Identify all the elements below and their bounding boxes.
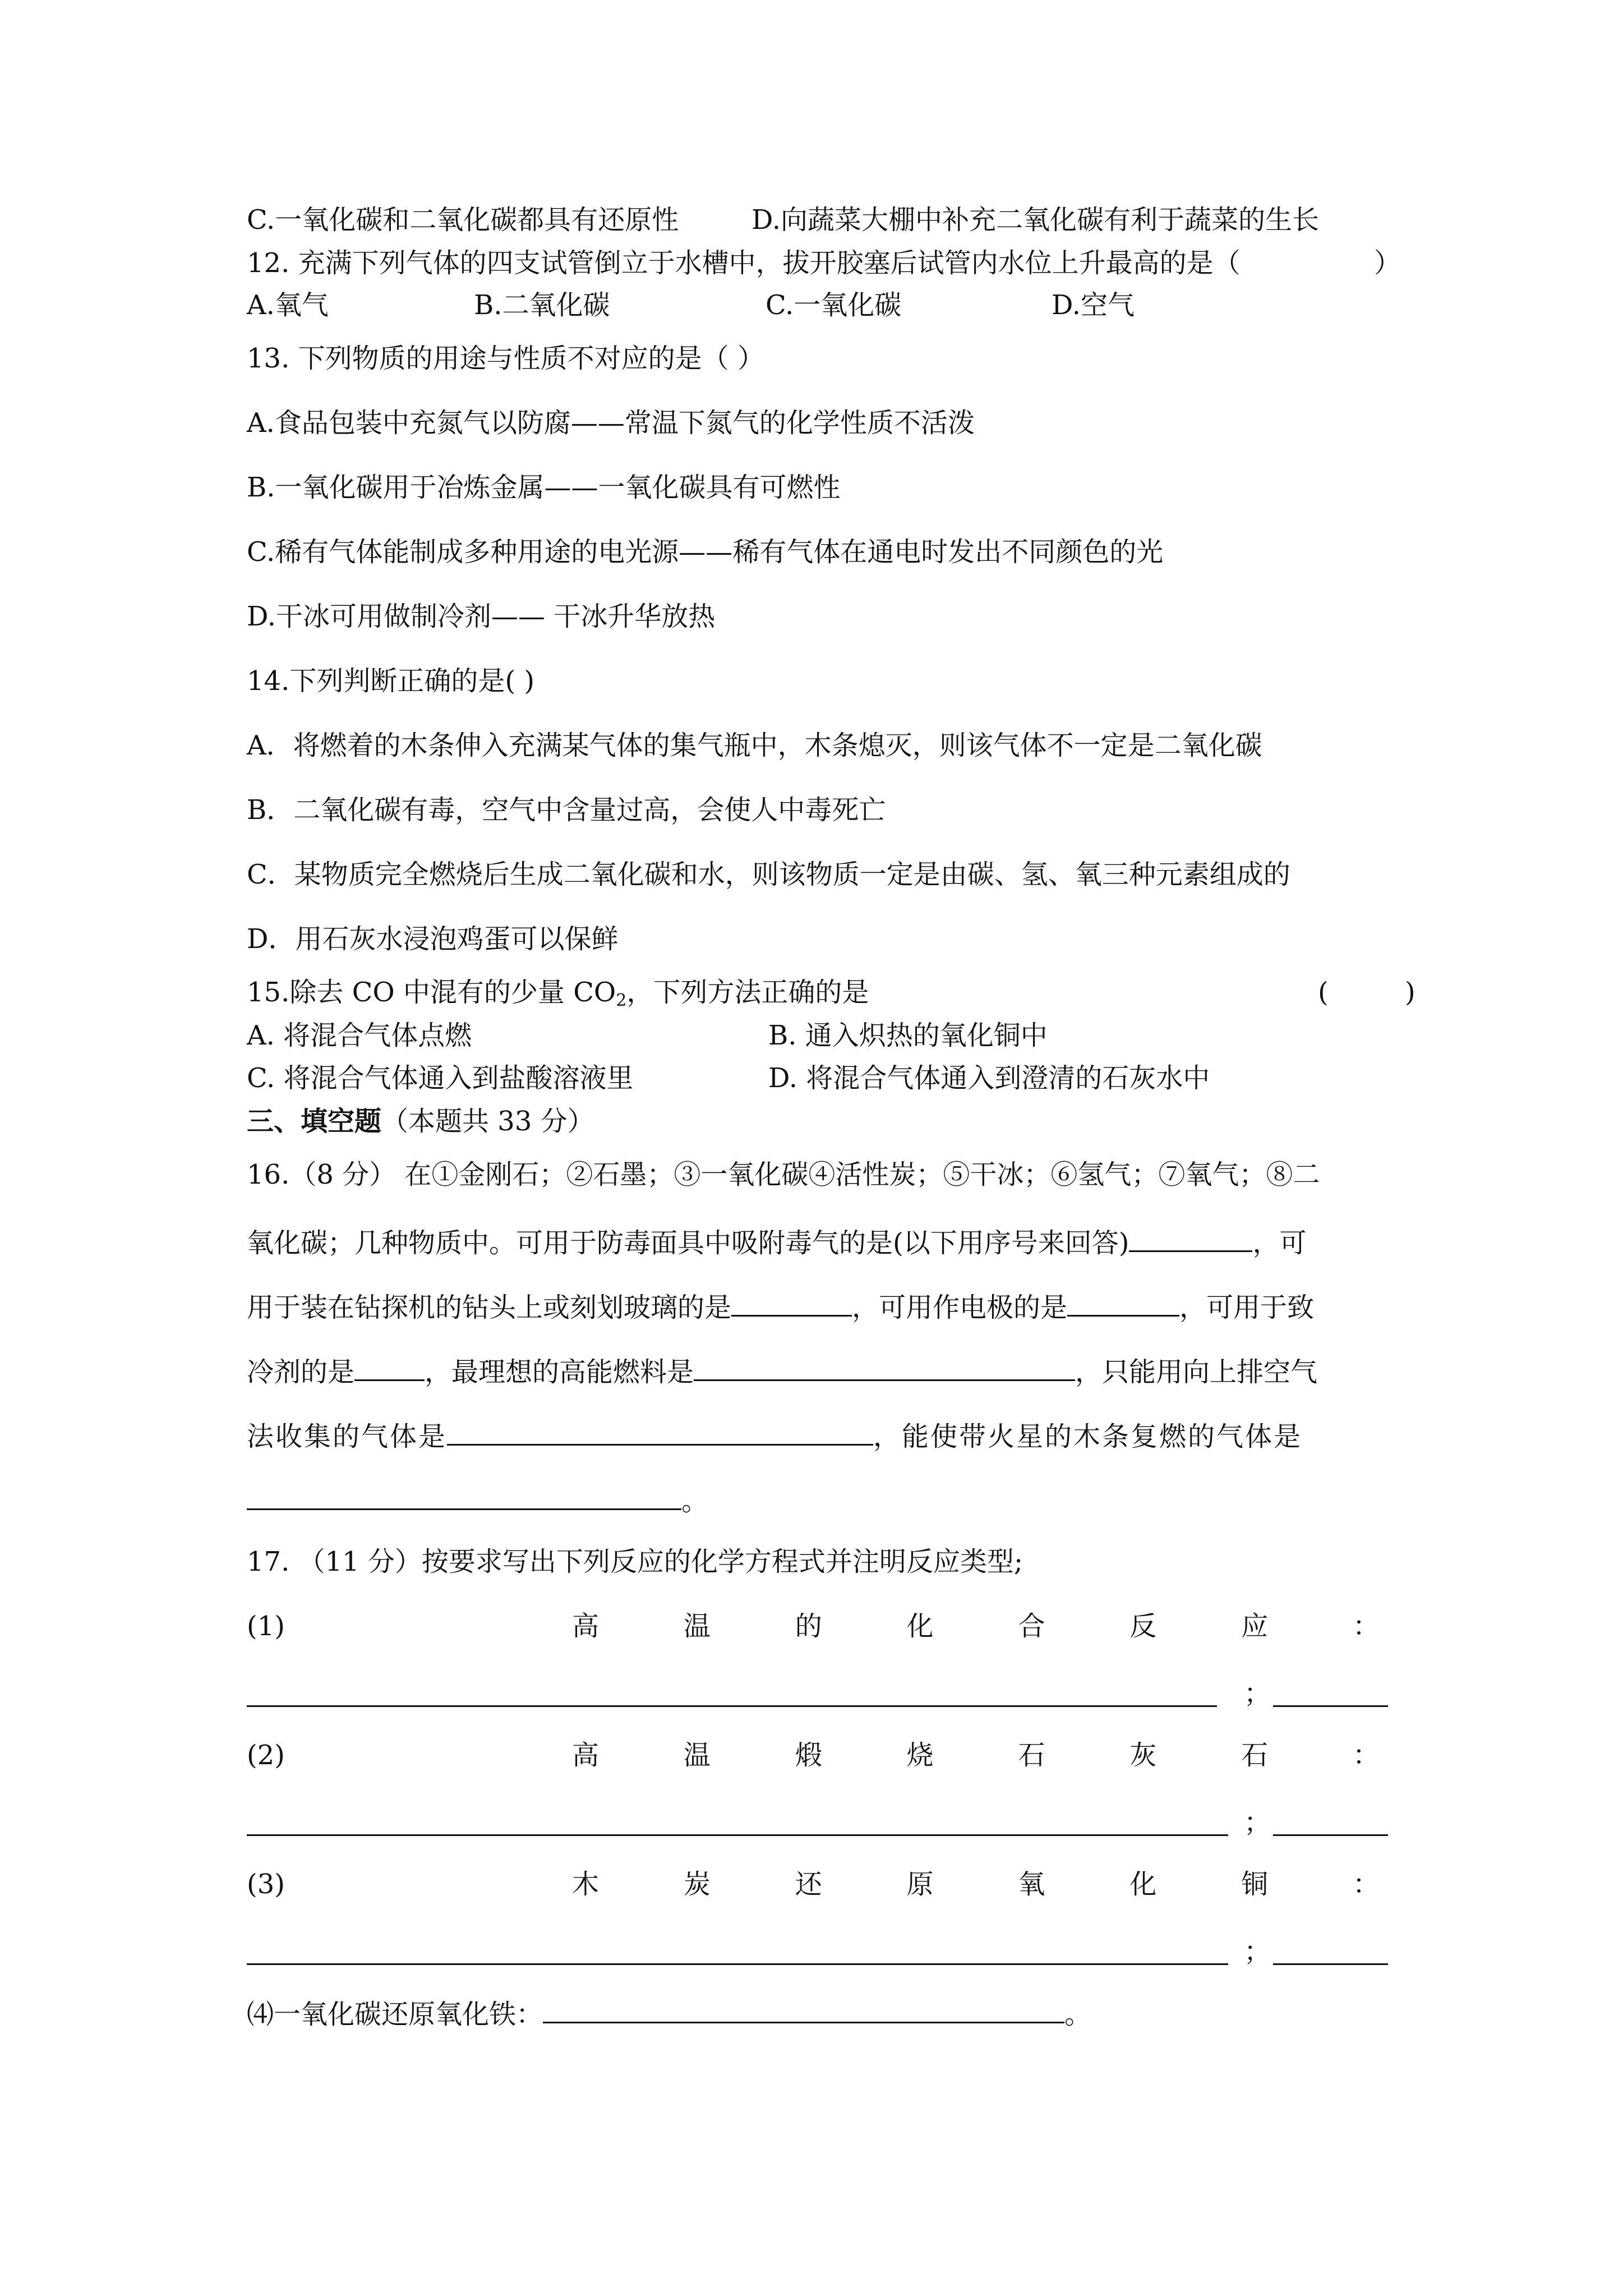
q13-option-c: C.稀有气体能制成多种用途的电光源——稀有气体在通电时发出不同颜色的光 — [247, 536, 1164, 568]
q12-option-b: B.二氧化碳 — [474, 289, 610, 321]
q16-blank-fuel[interactable] — [694, 1355, 1075, 1381]
q15-option-c: C. 将混合气体通入到盐酸溶液里 — [247, 1062, 634, 1094]
q16-blank-adsorb[interactable] — [1129, 1226, 1252, 1252]
q12-close-paren: ） — [1374, 247, 1401, 279]
q17-r2-number: (2) — [247, 1740, 285, 1771]
q17-r3-number: (3) — [247, 1869, 285, 1900]
q12-option-a: A.氧气 — [247, 289, 329, 321]
q16-blank-drill[interactable] — [731, 1290, 852, 1317]
q16-line-5: 法收集的气体是 ，能使带火星的木条复燃的气体是 — [247, 1419, 1302, 1450]
q17-r3-prompt: 木 炭 还 原 氧 化 铜 ： — [572, 1869, 1380, 1900]
q13-stem: 13. 下列物质的用途与性质不对应的是（ ） — [247, 343, 764, 374]
q13-option-a: A.食品包装中充氮气以防腐——常温下氮气的化学性质不活泼 — [247, 407, 975, 439]
q13-option-d: D.干冰可用做制冷剂—— 干冰升华放热 — [247, 601, 716, 632]
q11-options — [247, 204, 679, 236]
q14-stem: 14.下列判断正确的是( ) — [247, 665, 535, 697]
q15-stem: 15.除去 CO 中混有的少量 $CO_2$，下列方法正确的是 — [247, 977, 869, 1010]
q17-r1-prompt: 高 温 的 化 合 反 应 ： — [572, 1611, 1380, 1642]
q12-option-c: C.一氧化碳 — [766, 289, 902, 321]
q17-r4-label: ⑷一氧化碳还原氧化铁： — [247, 1999, 543, 2030]
q17-r3-semicolon: ； — [1244, 1936, 1271, 1967]
q13-option-b: B.一氧化碳用于冶炼金属——一氧化碳具有可燃性 — [247, 472, 841, 503]
q17-r1-semicolon: ； — [1244, 1678, 1271, 1709]
q17-r1-equation-blank[interactable] — [247, 1705, 1217, 1707]
q14-option-b: B．二氧化碳有毒，空气中含量过高，会使人中毒死亡 — [247, 794, 886, 826]
q16-line-2: 氧化碳；几种物质中。可用于防毒面具中吸附毒气的是(以下用序号来回答) ，可 — [247, 1226, 1306, 1257]
q17-r2-prompt: 高 温 煅 烧 石 灰 石 ： — [572, 1740, 1380, 1771]
q16-line-1: 16.（8 分） 在①金刚石；②石墨；③一氧化碳④活性炭；⑤干冰；⑥氢气；⑦氧气；⑧二 — [247, 1159, 1320, 1190]
q17-r3-type-blank[interactable] — [1273, 1963, 1388, 1965]
q14-option-d: D．用石灰水浸泡鸡蛋可以保鲜 — [247, 923, 619, 955]
q17-r3-equation-blank[interactable] — [247, 1963, 1228, 1965]
q11-option-d: D.向蔬菜大棚中补充二氧化碳有利于蔬菜的生长 — [751, 204, 1320, 236]
q14-option-c: C．某物质完全燃烧后生成二氧化碳和水，则该物质一定是由碳、氢、氧三种元素组成的 — [247, 859, 1290, 890]
q17-r4-line: ⑷一氧化碳还原氧化铁： 。 — [247, 1997, 1091, 2028]
q15-option-a: A. 将混合气体点燃 — [247, 1020, 472, 1051]
q12-option-d: D.空气 — [1052, 289, 1135, 321]
q15-option-d: D. 将混合气体通入到澄清的石灰水中 — [768, 1062, 1210, 1094]
q17-r2-type-blank[interactable] — [1273, 1834, 1388, 1836]
q17-r1-type-blank[interactable] — [1273, 1705, 1388, 1707]
q17-stem: 17. （11 分）按要求写出下列反应的化学方程式并注明反应类型; — [247, 1546, 1023, 1577]
section-3-note: （本题共 33 分） — [381, 1106, 594, 1137]
q12-stem: 12. 充满下列气体的四支试管倒立于水槽中，拔开胶塞后试管内水位上升最高的是（ — [247, 247, 1241, 279]
q15-paren-close: ) — [1405, 977, 1415, 1008]
q15-option-b: B. 通入炽热的氧化铜中 — [768, 1020, 1048, 1051]
q17-r2-semicolon: ； — [1244, 1807, 1271, 1838]
q17-r2-equation-blank[interactable] — [247, 1834, 1228, 1836]
q16-line-4: 冷剂的是 ，最理想的高能燃料是 ，只能用向上排空气 — [247, 1355, 1317, 1386]
q15-paren-open: ( — [1318, 977, 1329, 1008]
q16-blank-oxygen[interactable] — [247, 1484, 681, 1510]
q16-blank-coolant[interactable] — [354, 1355, 425, 1381]
q16-line-6: 。 — [247, 1484, 708, 1515]
q17-r4-equation-blank[interactable] — [543, 1997, 1064, 2023]
section-3-heading — [247, 1108, 594, 1135]
q16-blank-upward-air[interactable] — [447, 1419, 873, 1446]
q17-r1-number: (1) — [247, 1611, 285, 1642]
q16-blank-electrode[interactable] — [1067, 1290, 1179, 1317]
q14-option-a: A．将燃着的木条伸入充满某气体的集气瓶中，木条熄灭，则该气体不一定是二氧化碳 — [247, 730, 1262, 761]
q15-subscript: 2 — [616, 991, 627, 1010]
q11-option-c: C.一氧化碳和二氧化碳都具有还原性 — [247, 204, 679, 236]
section-3-title: 三、填空题 — [247, 1106, 382, 1137]
q16-line-3: 用于装在钻探机的钻头上或刻划玻璃的是 ，可用作电极的是 ，可用于致 — [247, 1290, 1314, 1321]
